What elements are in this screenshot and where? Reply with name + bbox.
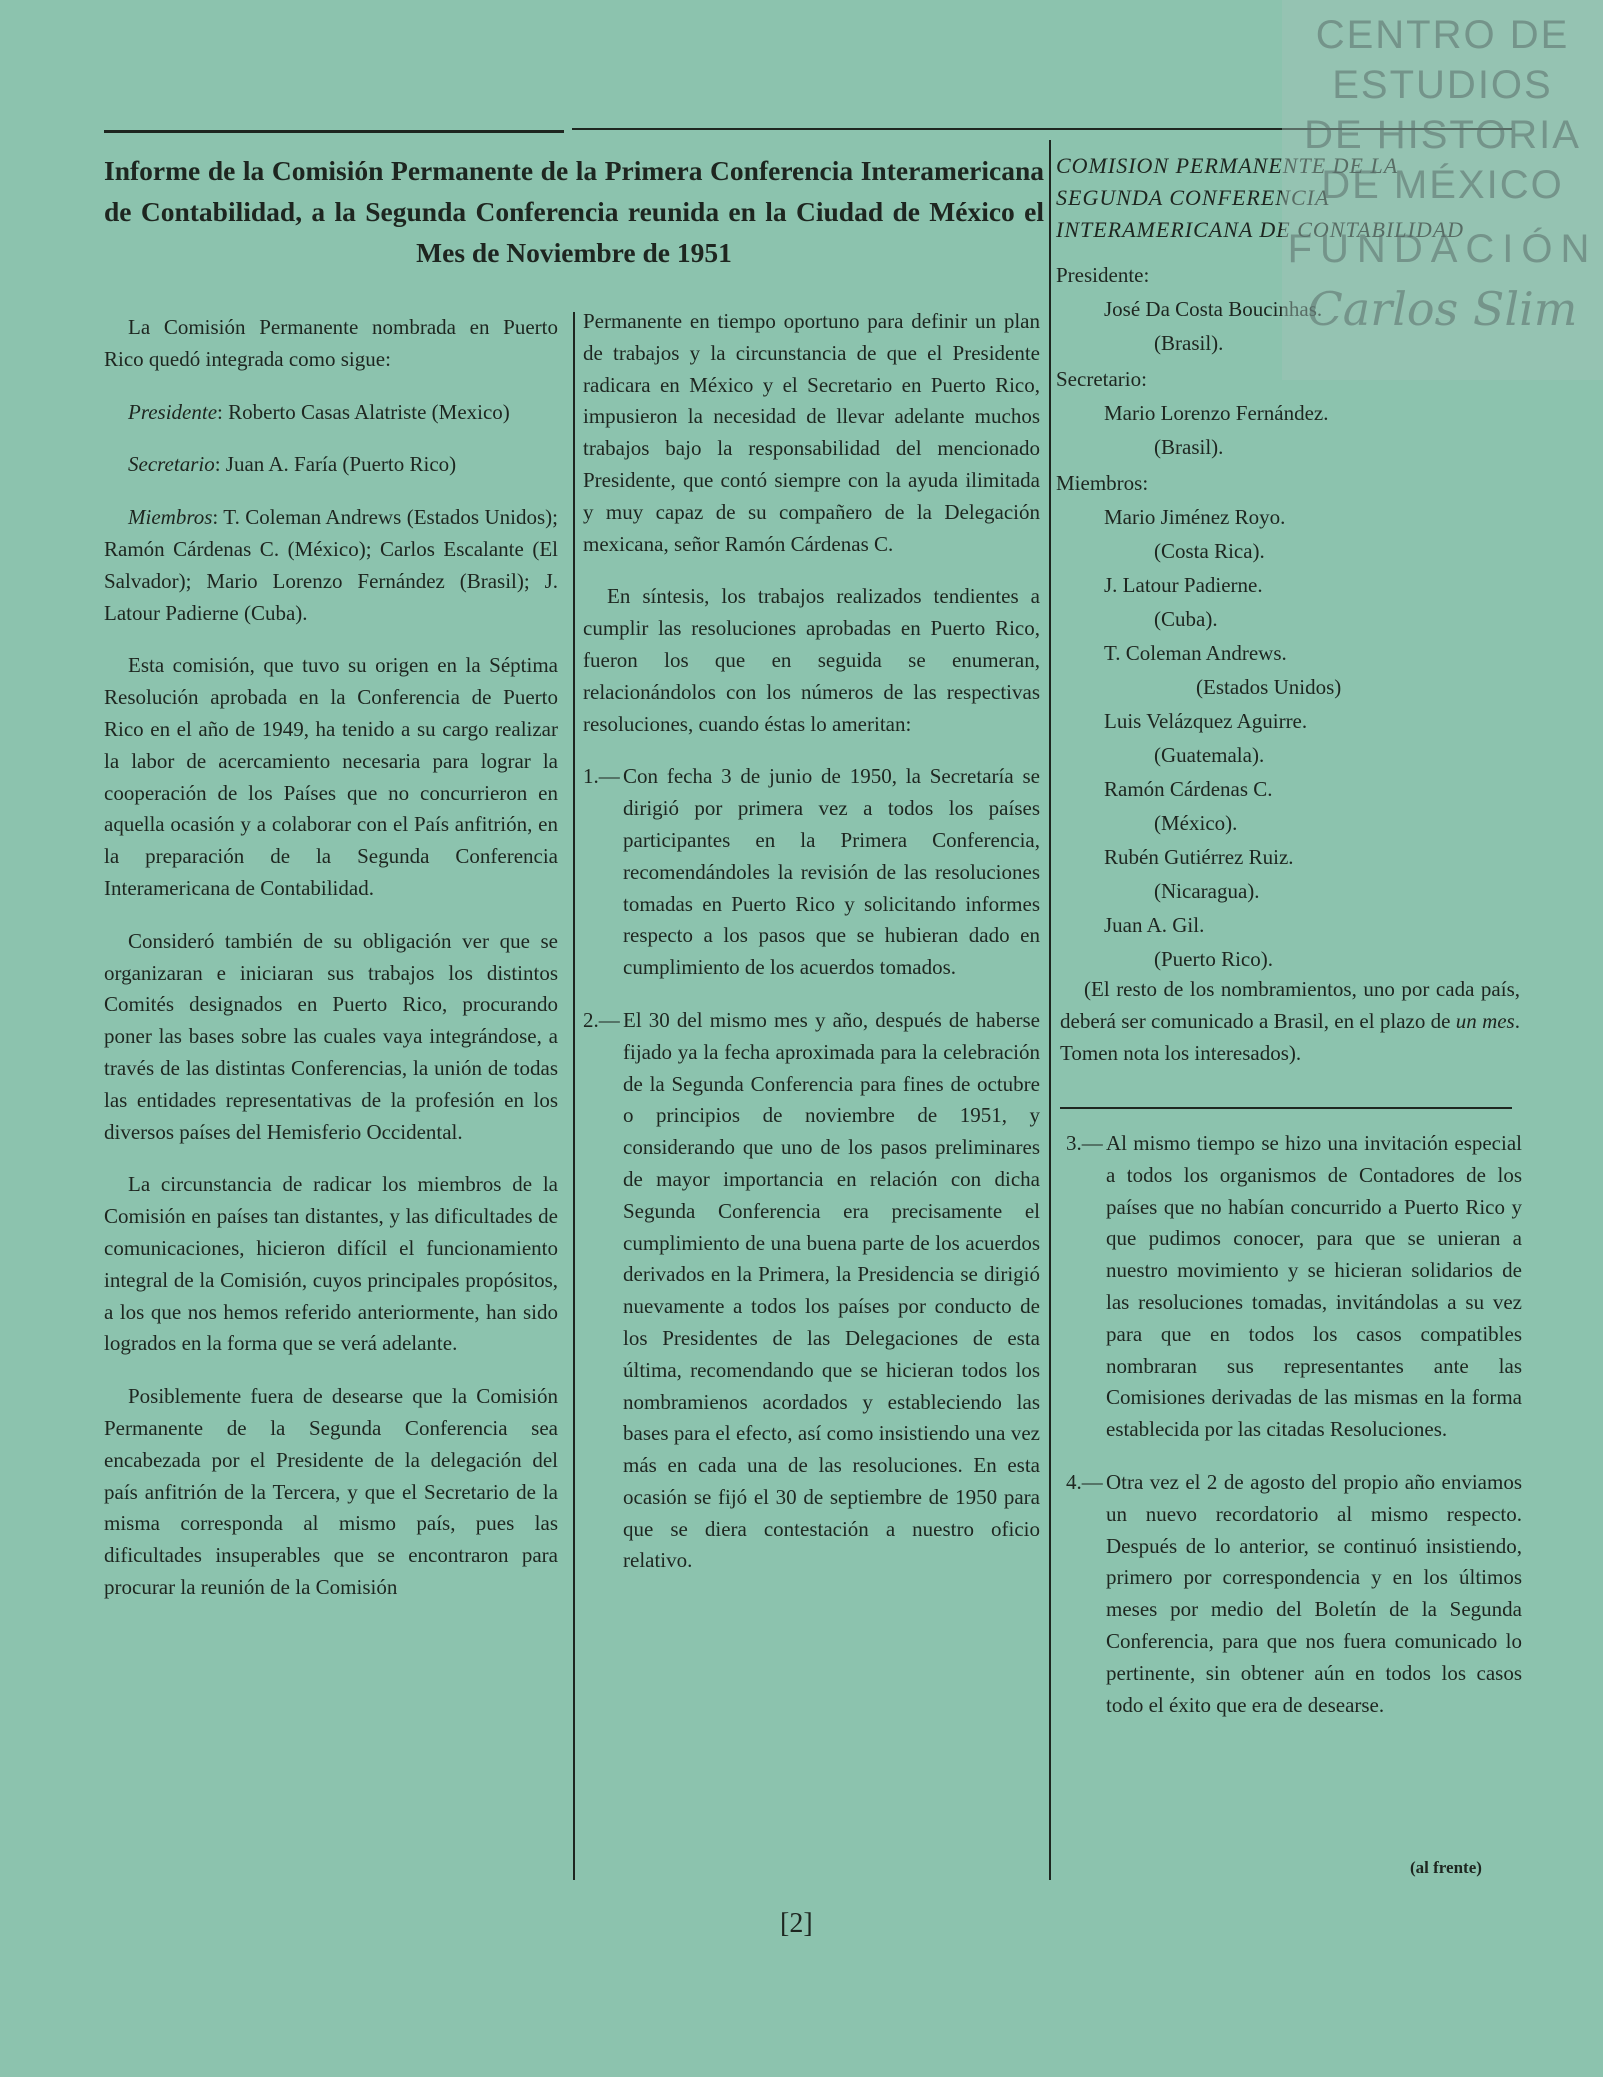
column-2: [583, 306, 1040, 1598]
secretario-label: Secretario: [128, 452, 215, 477]
roster-name: Rubén Gutiérrez Ruiz.: [1104, 845, 1294, 869]
roster-note-emphasis: un mes: [1455, 1008, 1515, 1033]
paragraph: Posiblemente fuera de desearse que la Comisión Permanente de la Segunda Conferencia sea encabezada por el Presidente de la delegación del país anfitrión de la Tercera, y que el Secretario de la misma corresponda al mismo país, pues las dificultades insuperables que se encontraron para procurar la reunión de la Comisión: [104, 1384, 558, 1599]
roster-name: Juan A. Gil.: [1104, 913, 1205, 937]
watermark-line: DE MÉXICO: [1321, 163, 1564, 207]
numbered-item-1: [583, 761, 1040, 984]
roster-name: Mario Lorenzo Fernández.: [1104, 401, 1329, 425]
roster-country: (Estados Unidos): [1196, 675, 1342, 699]
watermark-line: CENTRO DE: [1315, 13, 1570, 57]
miembros-line: [104, 502, 558, 629]
secretario-line: [104, 449, 558, 481]
roster-note-text: (El resto de los nombramientos, uno por cada país, deberá ser comunicado a Brasil, en el plazo de un mes. Tomen nota los interesados).: [1060, 977, 1520, 1065]
page-number: [2]: [780, 1908, 813, 1939]
roster-country: (México).: [1154, 811, 1238, 835]
roster-country: (Nicaragua).: [1154, 879, 1260, 903]
top-rule-left: [104, 130, 564, 133]
roster-name: Mario Jiménez Royo.: [1104, 505, 1286, 529]
numbered-item-2: [583, 1005, 1040, 1577]
column-3-items: [1066, 1128, 1522, 1742]
item-text: El 30 del mismo mes y año, después de haberse fijado ya la fecha aproximada para la celebración de la Segunda Conferencia para fines de octubre o principios de noviembre de 1951, y considerando que uno de los pasos preliminares de mayor importancia en relación con dicha Segunda Conferencia era precisamente el cumplimiento de una buena parte de los acuerdos derivados en la Primera, la Presidencia se dirigió nuevamente a todos los países por conducto de los Presidentes de las Delegaciones de esta última, recomendando que se hicieran todos los nombramienos acordados y estableciendo las bases para el efecto, así como insistiendo una vez más en cada una de las resoluciones. En esta ocasión se fijó el 30 de septiembre de 1950 para que se diera contestación a nuestro oficio relativo.: [623, 1007, 1040, 1573]
roster-country: (Costa Rica).: [1154, 539, 1265, 563]
continued-note: (al frente): [1410, 1858, 1482, 1877]
presidente-line: [104, 397, 558, 429]
paragraph: Permanente en tiempo oportuno para definir un plan de trabajos y la circunstancia de que el Presidente radicara en México y el Secretario en Puerto Rico, impusieron la necesidad de llevar adelante muchos trabajos bajo la responsabilidad del mencionado Presidente, que contó siempre con la ayuda ilimitada y muy capaz de su compañero de la Delegación mexicana, señor Ramón Cárdenas C.: [583, 309, 1040, 556]
secretario-value: : Juan A. Faría (Puerto Rico): [214, 452, 457, 477]
column-divider-1: [573, 312, 575, 1880]
paragraph: Esta comisión, que tuvo su origen en la Séptima Resolución aprobada en la Conferencia de Puerto Rico en el año de 1949, ha tenido a su cargo realizar la labor de acercamiento necesaria para lograr la cooperación de los Países que no concurrieron en aquella ocasión y a colaborar con el País anfitrión, en la preparación de la Segunda Conferencia Interamericana de Contabilidad.: [104, 653, 558, 900]
item-text: Otra vez el 2 de agosto del propio año enviamos un nuevo recordatorio al mismo respecto. Después de lo anterior, se continuó insistiendo, primero por correspondencia y en los últimos meses por medio del Boletín de la Segunda Conferencia, para que nos fuera comunicado lo pertinente, sin obtener aún en todos los casos todo el éxito que era de desearse.: [1106, 1469, 1522, 1717]
item-text: Al mismo tiempo se hizo una invitación especial a todos los organismos de Contadores de los países que no habían concurrido a Puerto Rico y que pudimos conocer, para que se unieran a nuestro movimiento y se hicieran solidarios de las resoluciones tomadas, invitándolas a su vez para que en todos los casos compatibles nombraran sus representantes ante las Comisiones derivadas de las mismas en la forma establecida por las citadas Resoluciones.: [1106, 1131, 1522, 1442]
numbered-item-3: [1066, 1128, 1522, 1446]
item-number: 4.—: [1066, 1469, 1103, 1494]
report-title: Informe de la Comisión Permanente de la Primera Conferencia Interamericana de Contabilidad, a la Segunda Conferencia reunida en la Ciudad de México el Mes de Noviembre de 1951: [104, 155, 1044, 268]
roster-country: (Guatemala).: [1154, 743, 1265, 767]
column-divider-2: [1049, 140, 1051, 1880]
roster-country: (Brasil).: [1154, 331, 1224, 355]
roster-country: (Cuba).: [1154, 607, 1218, 631]
paragraph: Consideró también de su obligación ver que se organizaran e iniciaran sus trabajos los distintos Comités designados en Puerto Rico, procurando poner las bases sobre las cuales vaya integrándose, a través de las distintas Conferencias, la unión de todas las entidades representativas de la profesión en los diversos países del Hemisferio Occidental.: [104, 928, 558, 1144]
watermark-line: DE HISTORIA: [1304, 113, 1581, 157]
paragraph: La circunstancia de radicar los miembros de la Comisión en países tan distantes, y las dificultades de comunicaciones, hicieron difícil el funcionamiento integral de la Comisión, cuyos principales propósitos, a los que nos hemos referido anteriormente, han sido logrados en la forma que se verá adelante.: [104, 1172, 558, 1356]
roster-role-secretario: Secretario:: [1056, 367, 1147, 391]
roster-name: J. Latour Padierne.: [1104, 573, 1263, 597]
miembros-value: : T. Coleman Andrews (Estados Unidos); Ramón Cárdenas C. (México); Carlos Escalante (El Salvador); Mario Lorenzo Fernández (Brasil); J. Latour Padierne (Cuba).: [104, 505, 558, 625]
roster-role-presidente: Presidente:: [1056, 263, 1150, 287]
roster-country: (Puerto Rico).: [1154, 947, 1273, 971]
item-number: 1.—: [583, 764, 620, 789]
numbered-item-4: [1066, 1467, 1522, 1721]
roster-name: Luis Velázquez Aguirre.: [1104, 709, 1308, 733]
roster-role-miembros: Miembros:: [1056, 471, 1149, 495]
column-1: [104, 312, 558, 1625]
signature-logo: Carlos Slim: [1307, 282, 1578, 336]
item-number: 2.—: [583, 1007, 620, 1032]
paragraph: En síntesis, los trabajos realizados tendientes a cumplir las resoluciones aprobadas en Puerto Rico, fueron los que en seguida se enumeran, relacionándolos con los números de las respectivas resoluciones, cuando éstas lo ameritan:: [583, 584, 1040, 736]
intro-paragraph: La Comisión Permanente nombrada en Puerto Rico quedó integrada como sigue:: [104, 315, 558, 371]
roster-note: [1060, 974, 1520, 1090]
miembros-label: Miembros: [128, 505, 213, 530]
presidente-label: Presidente: [128, 399, 218, 424]
column-3-rule: [1060, 1107, 1512, 1109]
item-text: Con fecha 3 de junio de 1950, la Secretaría se dirigió por primera vez a todos los países participantes en la Primera Conferencia, recomendándoles la revisión de las resoluciones tomadas en Puerto Rico y solicitando informes respecto a los pasos que se hubieran dado en cumplimiento de los acuerdos tomados.: [623, 764, 1040, 980]
commission-header: COMISION PERMANENTE DE LA SEGUNDA CONFERENCIA INTERAMERICANA DE CONTABILIDAD: [1056, 153, 1465, 242]
watermark-line: ESTUDIOS: [1332, 63, 1553, 107]
watermark-line: FUNDACIÓN: [1287, 227, 1598, 271]
roster-name: T. Coleman Andrews.: [1104, 641, 1287, 665]
archive-watermark: [1282, 0, 1603, 380]
roster-name: José Da Costa Boucinhas.: [1104, 297, 1323, 321]
presidente-value: : Roberto Casas Alatriste (Mexico): [217, 399, 510, 424]
roster-country: (Brasil).: [1154, 435, 1224, 459]
roster-name: Ramón Cárdenas C.: [1104, 777, 1273, 801]
item-number: 3.—: [1066, 1131, 1103, 1155]
